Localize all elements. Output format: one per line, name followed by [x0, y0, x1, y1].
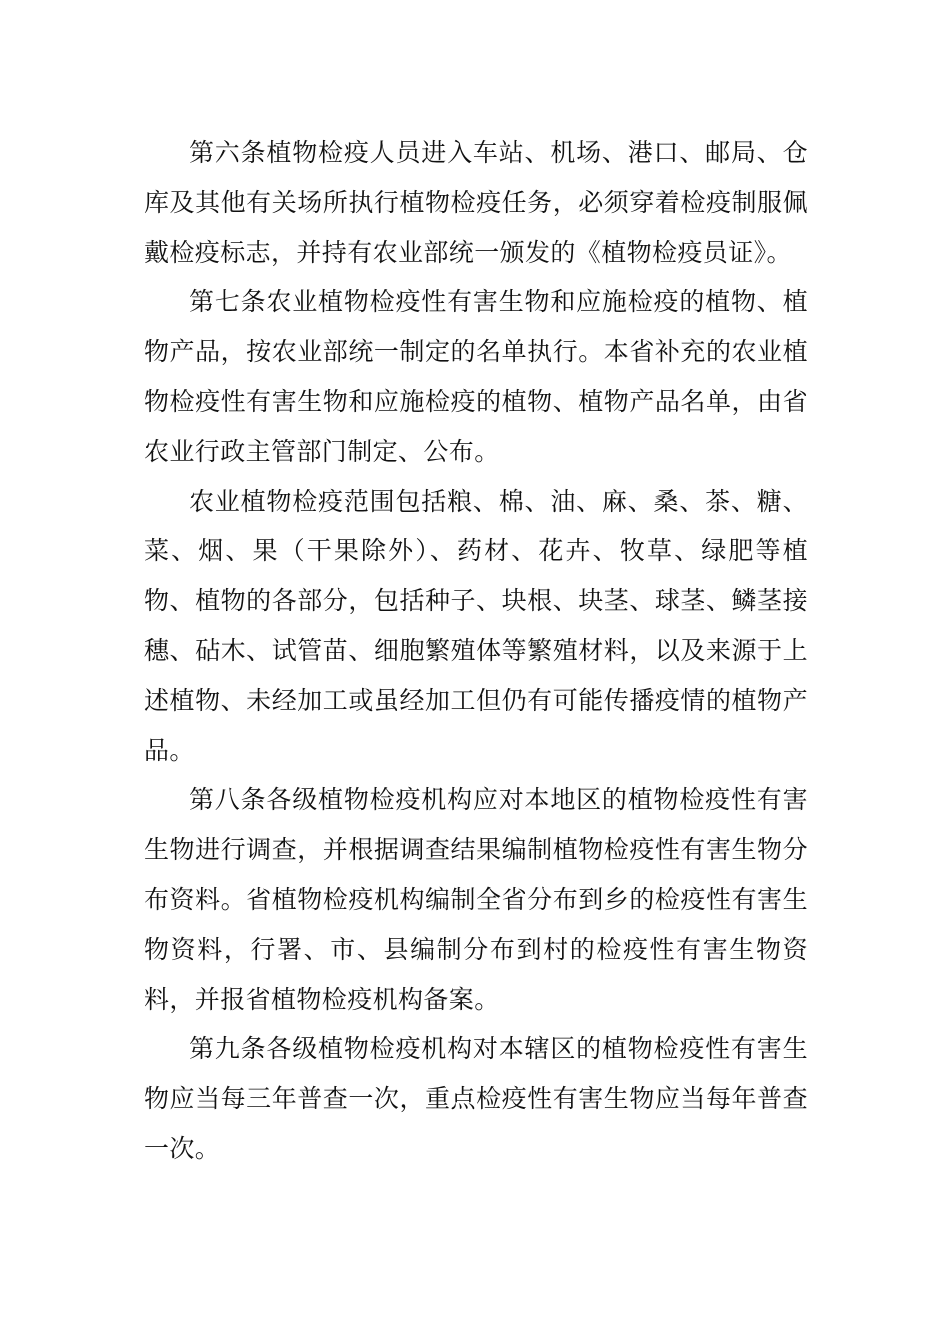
- article-7-paragraph: 第七条农业植物检疫性有害生物和应施检疫的植物、植物产品，按农业部统一制定的名单执行。本省补充的农业植物检疫性有害生物和应施检疫的植物、植物产品名单，由省农业行政主管部门制定、公布。: [144, 287, 808, 466]
- article-9-paragraph: 第九条各级植物检疫机构对本辖区的植物检疫性有害生物应当每三年普查一次，重点检疫性有害生物应当每年普查一次。: [144, 1034, 808, 1163]
- article-8-paragraph: 第八条各级植物检疫机构应对本地区的植物检疫性有害生物进行调查，并根据调查结果编制植物检疫性有害生物分布资料。省植物检疫机构编制全省分布到乡的检疫性有害生物资料，行署、市、县编制分布到村的检疫性有害生物资料，并报省植物检疫机构备案。: [144, 785, 808, 1014]
- inspection-scope-paragraph: 农业植物检疫范围包括粮、棉、油、麻、桑、茶、糖、菜、烟、果（干果除外）、药材、花卉、牧草、绿肥等植物、植物的各部分，包括种子、块根、块茎、球茎、鳞茎接穗、砧木、试管苗、细胞繁殖体等繁殖材料，以及来源于上述植物、未经加工或虽经加工但仍有可能传播疫情的植物产品。: [144, 486, 808, 765]
- document-body: [144, 128, 808, 1174]
- article-6-paragraph: 第六条植物检疫人员进入车站、机场、港口、邮局、仓库及其他有关场所执行植物检疫任务，必须穿着检疫制服佩戴检疫标志，并持有农业部统一颁发的《植物检疫员证》。: [144, 138, 808, 267]
